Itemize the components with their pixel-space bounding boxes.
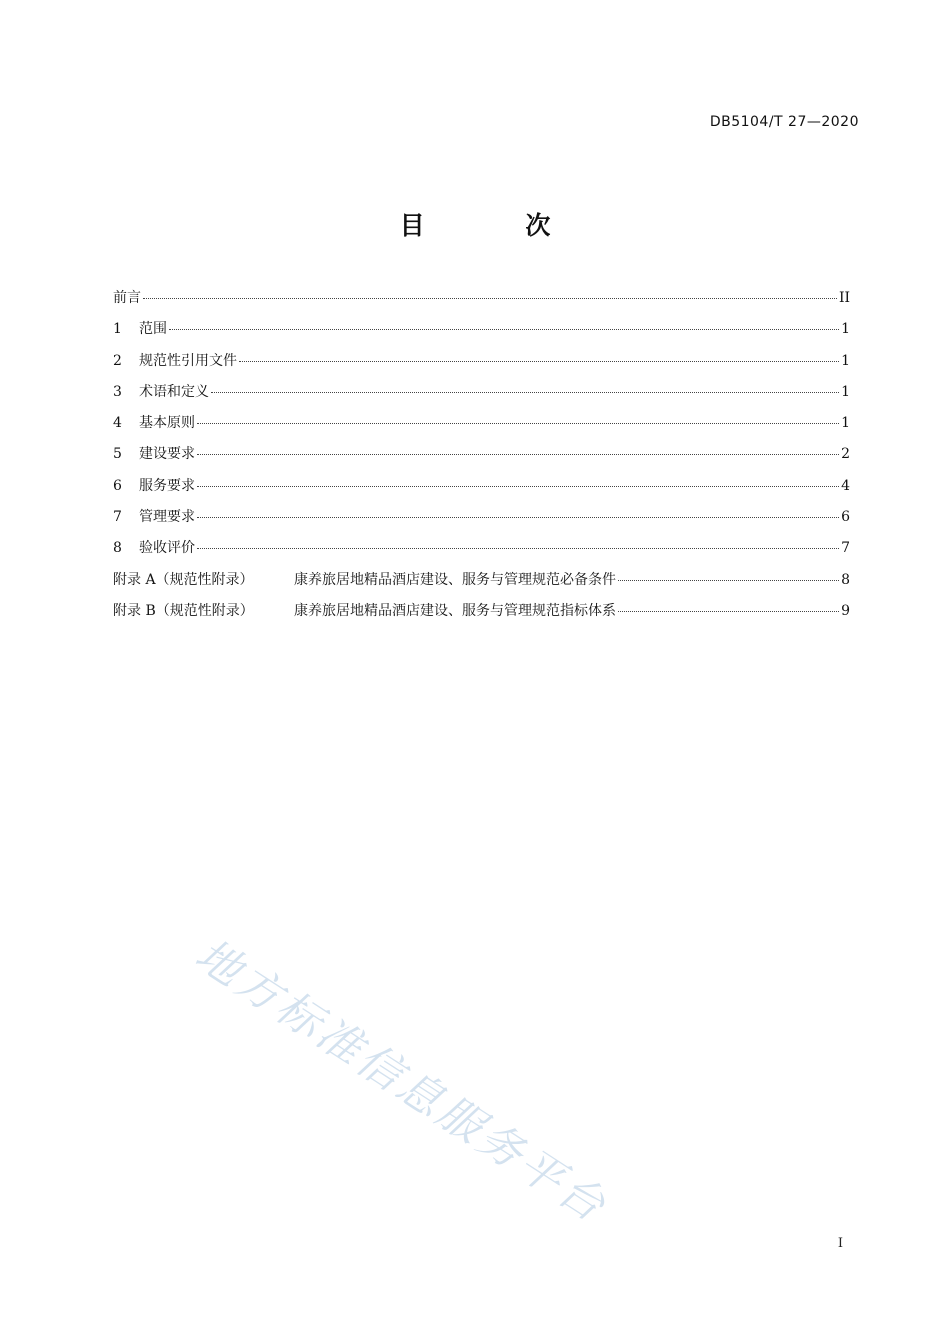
toc-entry-7[interactable] — [113, 506, 850, 537]
toc-dot-leader — [197, 503, 839, 518]
toc-entry-number: 5 — [113, 446, 122, 463]
toc-entry-8[interactable] — [113, 537, 850, 568]
toc-entry-4[interactable] — [113, 412, 850, 443]
toc-entry-page: II — [838, 290, 850, 306]
toc-entry-number: 4 — [113, 415, 122, 432]
toc-entry-number: 1 — [113, 321, 122, 338]
toc-entry-3[interactable] — [113, 381, 850, 412]
toc-entry-title: 基本原则 — [139, 415, 195, 432]
toc-entry-title: 服务要求 — [139, 477, 195, 494]
toc-entry-number: 8 — [113, 540, 122, 557]
toc-entry-page: 7 — [841, 540, 850, 557]
toc-entry-page: 9 — [841, 602, 850, 619]
toc-entry-number: 3 — [113, 383, 122, 400]
toc-entry-page: 1 — [841, 415, 850, 432]
toc-entry-title: 康养旅居地精品酒店建设、服务与管理规范指标体系 — [294, 602, 616, 619]
toc-dot-leader — [169, 315, 839, 330]
toc-entry-foreword[interactable] — [113, 287, 850, 318]
toc-entry-title: 康养旅居地精品酒店建设、服务与管理规范必备条件 — [294, 571, 616, 588]
toc-dot-leader — [239, 347, 839, 362]
toc-dot-leader — [197, 472, 839, 487]
toc-entry-1[interactable] — [113, 318, 850, 349]
toc-entry-page: 2 — [841, 446, 850, 463]
toc-entry-5[interactable] — [113, 443, 850, 474]
toc-dot-leader — [211, 378, 839, 393]
toc-dot-leader — [197, 409, 839, 424]
toc-dot-leader — [197, 440, 839, 455]
toc-entry-number: 7 — [113, 509, 122, 526]
toc-entry-page: 8 — [841, 571, 850, 588]
page-number: I — [837, 1236, 843, 1251]
page-title: 目 次 — [399, 211, 597, 240]
toc-appendix-label: 附录 A（规范性附录） — [113, 571, 254, 588]
table-of-contents — [113, 287, 850, 631]
toc-entry-title: 管理要求 — [139, 509, 195, 526]
toc-dot-leader — [618, 566, 839, 581]
toc-entry-title: 前言 — [113, 290, 141, 306]
toc-entry-appendix-b[interactable] — [113, 600, 850, 631]
toc-entry-page: 1 — [841, 383, 850, 400]
toc-appendix-label: 附录 B（规范性附录） — [113, 602, 254, 619]
toc-entry-page: 6 — [841, 509, 850, 526]
document-number: DB5104/T 27—2020 — [709, 114, 859, 130]
toc-entry-page: 1 — [841, 352, 850, 369]
toc-entry-page: 1 — [841, 321, 850, 338]
toc-entry-title: 规范性引用文件 — [139, 352, 237, 369]
toc-entry-title: 建设要求 — [139, 446, 195, 463]
toc-entry-title: 验收评价 — [139, 540, 195, 557]
toc-entry-title: 范围 — [139, 321, 167, 338]
toc-dot-leader — [143, 284, 837, 299]
toc-dot-leader — [618, 597, 839, 612]
toc-entry-appendix-a[interactable] — [113, 569, 850, 600]
toc-entry-number: 2 — [113, 352, 122, 369]
watermark: 地方标准信息服务平台 — [186, 929, 617, 1234]
toc-entry-title: 术语和定义 — [139, 383, 209, 400]
toc-entry-2[interactable] — [113, 350, 850, 381]
toc-entry-6[interactable] — [113, 475, 850, 506]
toc-entry-number: 6 — [113, 477, 122, 494]
toc-entry-page: 4 — [841, 477, 850, 494]
toc-dot-leader — [197, 534, 839, 549]
